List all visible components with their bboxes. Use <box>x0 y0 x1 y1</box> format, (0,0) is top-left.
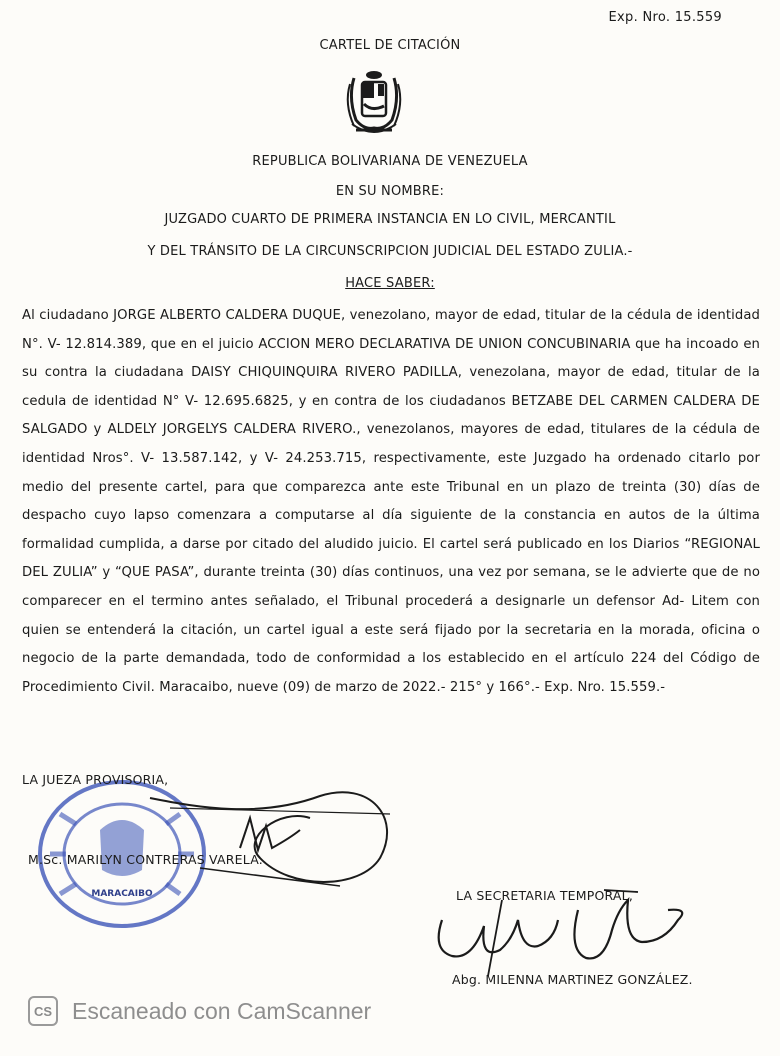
camscanner-watermark <box>28 994 371 1028</box>
hace-saber-heading: HACE SABER: <box>345 276 435 291</box>
camscanner-text: Escaneado con CamScanner <box>72 997 372 1024</box>
document-title: CARTEL DE CITACIÓN <box>319 38 461 53</box>
court-line-2: Y DEL TRÁNSITO DE LA CIRCUNSCRIPCION JUDICIAL DEL ESTADO ZULIA.- <box>147 244 633 259</box>
secretary-title: LA SECRETARIA TEMPORAL, <box>456 888 633 903</box>
judge-title: LA JUEZA PROVISORIA, <box>22 772 169 787</box>
en-su-nombre: EN SU NOMBRE: <box>335 184 445 199</box>
expediente-number: Exp. Nro. 15.559 <box>608 10 722 25</box>
republic-heading: REPUBLICA BOLIVARIANA DE VENEZUELA <box>252 154 528 169</box>
judge-signature-icon <box>140 778 410 898</box>
citation-body: Al ciudadano JORGE ALBERTO CALDERA DUQUE, venezolano, mayor de edad, titular de la cédula de identidad N°. V- 12.814.389, que en el juicio ACCION MERO DECLARATIVA DE UNION CONCUBINARIA que ha incoado en su contra la ciudadana DAISY CHIQUINQUIRA RIVERO PADILLA, venezolana, mayor de edad, titular de la cedula de identidad N° V- 12.695.6825, y en contra de los ciudadanos BETZABE DEL CARMEN CALDERA DE SALGADO y ALDELY JORGELYS CALDERA RIVERO., venezolanos, mayores de edad, titulares de la cédula de identidad Nros°. V- 13.587.142, y V- 24.253.715, respectivamente, este Juzgado ha ordenado citarlo por medio del presente cartel, para que comparezca ante este Tribunal en un plazo de treinta (30) días de despacho cuyo lapso comenzara a computarse al día siguiente de la constancia en autos de la última formalidad cumplida, a darse por citado del aludido juicio. El cartel será publicado en los Diarios “REGIONAL DEL ZULIA” y “QUE PASA”, durante treinta (30) días continuos, una vez por semana, se le advierte que de no comparecer en el termino antes señalado, el Tribunal procederá a designarle un defensor Ad- Litem con quien se entenderá la citación, un cartel igual a este será fijado por la secretaria en la morada, oficina o negocio de la parte demandada, todo de conformidad a los establecido en el artículo 224 del Código de Procedimiento Civil. Maracaibo, nueve (09) de marzo de 2022.- 215° y 166°.- Exp. Nro. 15.559.- <box>22 308 760 695</box>
secretary-name: Abg. MILENNA MARTINEZ GONZÁLEZ. <box>452 972 693 987</box>
judge-name: M.Sc. MARILYN CONTRERAS VARELA. <box>28 852 263 867</box>
coat-of-arms-icon <box>334 68 414 140</box>
stamp-city: MARACAIBO <box>91 889 153 899</box>
court-line-1: JUZGADO CUARTO DE PRIMERA INSTANCIA EN LO CIVIL, MERCANTIL <box>164 212 616 227</box>
camscanner-logo-icon: CS <box>28 996 58 1026</box>
